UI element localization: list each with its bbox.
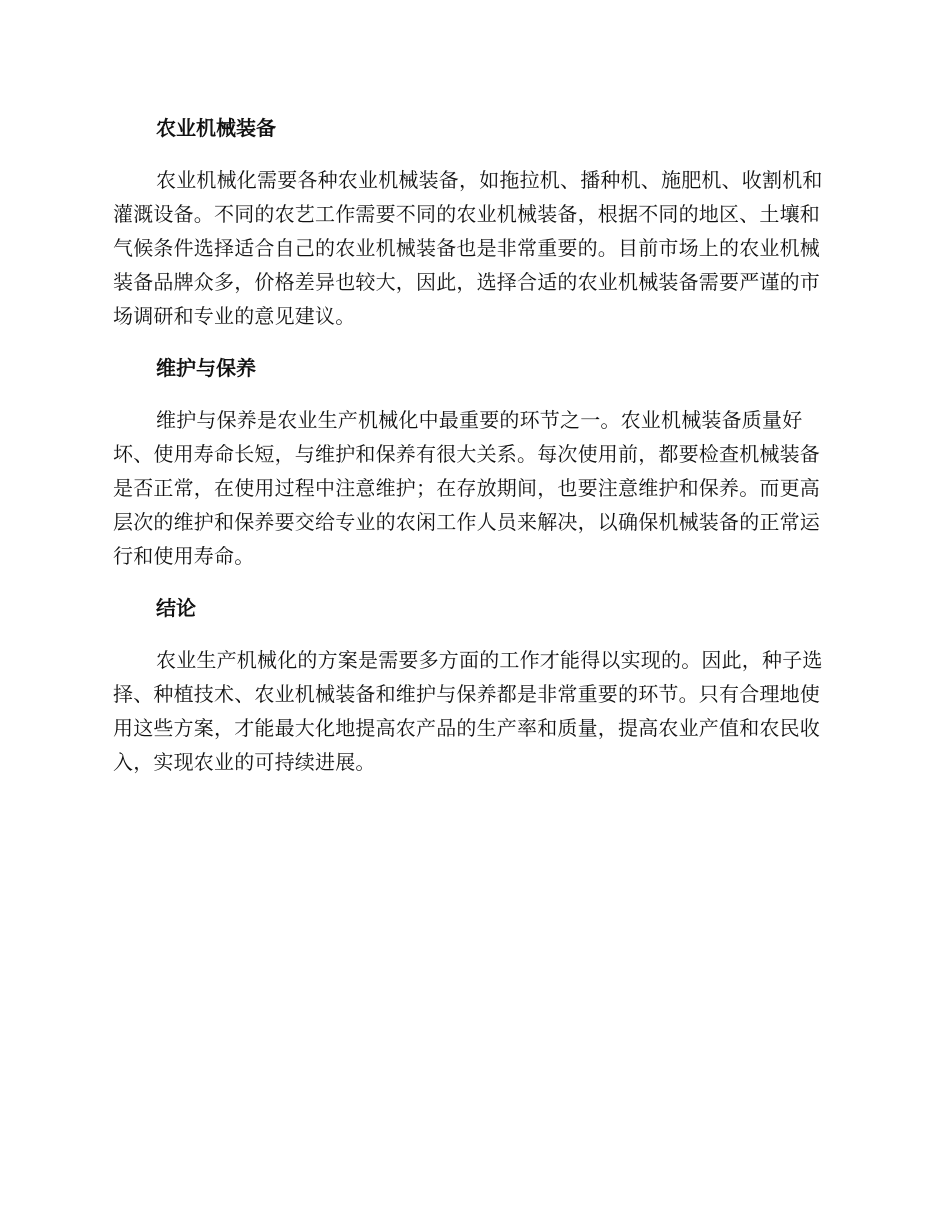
section-heading: 农业机械装备 (156, 116, 276, 140)
section-paragraph: 农业机械化需要各种农业机械装备，如拖拉机、播种机、施肥机、收割机和灌溉设备。不同的农艺工作需要不同的农业机械装备，根据不同的地区、土壤和气候条件选择适合自己的农业机械装备也是非常重要的。目前市场上的农业机械装备品牌众多，价格差异也较大，因此，选择合适的农业机械装备需要严谨的市场调研和专业的意见建议。 (113, 168, 823, 328)
section-agricultural-machinery (113, 111, 831, 333)
document-content (113, 111, 831, 797)
section-conclusion (113, 591, 831, 779)
section-heading: 结论 (156, 596, 196, 620)
section-maintenance (113, 351, 831, 573)
section-paragraph: 农业生产机械化的方案是需要多方面的工作才能得以实现的。因此，种子选择、种植技术、农业机械装备和维护与保养都是非常重要的环节。只有合理地使用这些方案，才能最大化地提高农产品的生产率和质量，提高农业产值和农民收入，实现农业的可持续进展。 (113, 648, 823, 774)
section-paragraph: 维护与保养是农业生产机械化中最重要的环节之一。农业机械装备质量好坏、使用寿命长短，与维护和保养有很大关系。每次使用前，都要检查机械装备是否正常，在使用过程中注意维护；在存放期间，也要注意维护和保养。而更高层次的维护和保养要交给专业的农闲工作人员来解决，以确保机械装备的正常运行和使用寿命。 (113, 408, 820, 568)
section-heading: 维护与保养 (156, 356, 256, 380)
